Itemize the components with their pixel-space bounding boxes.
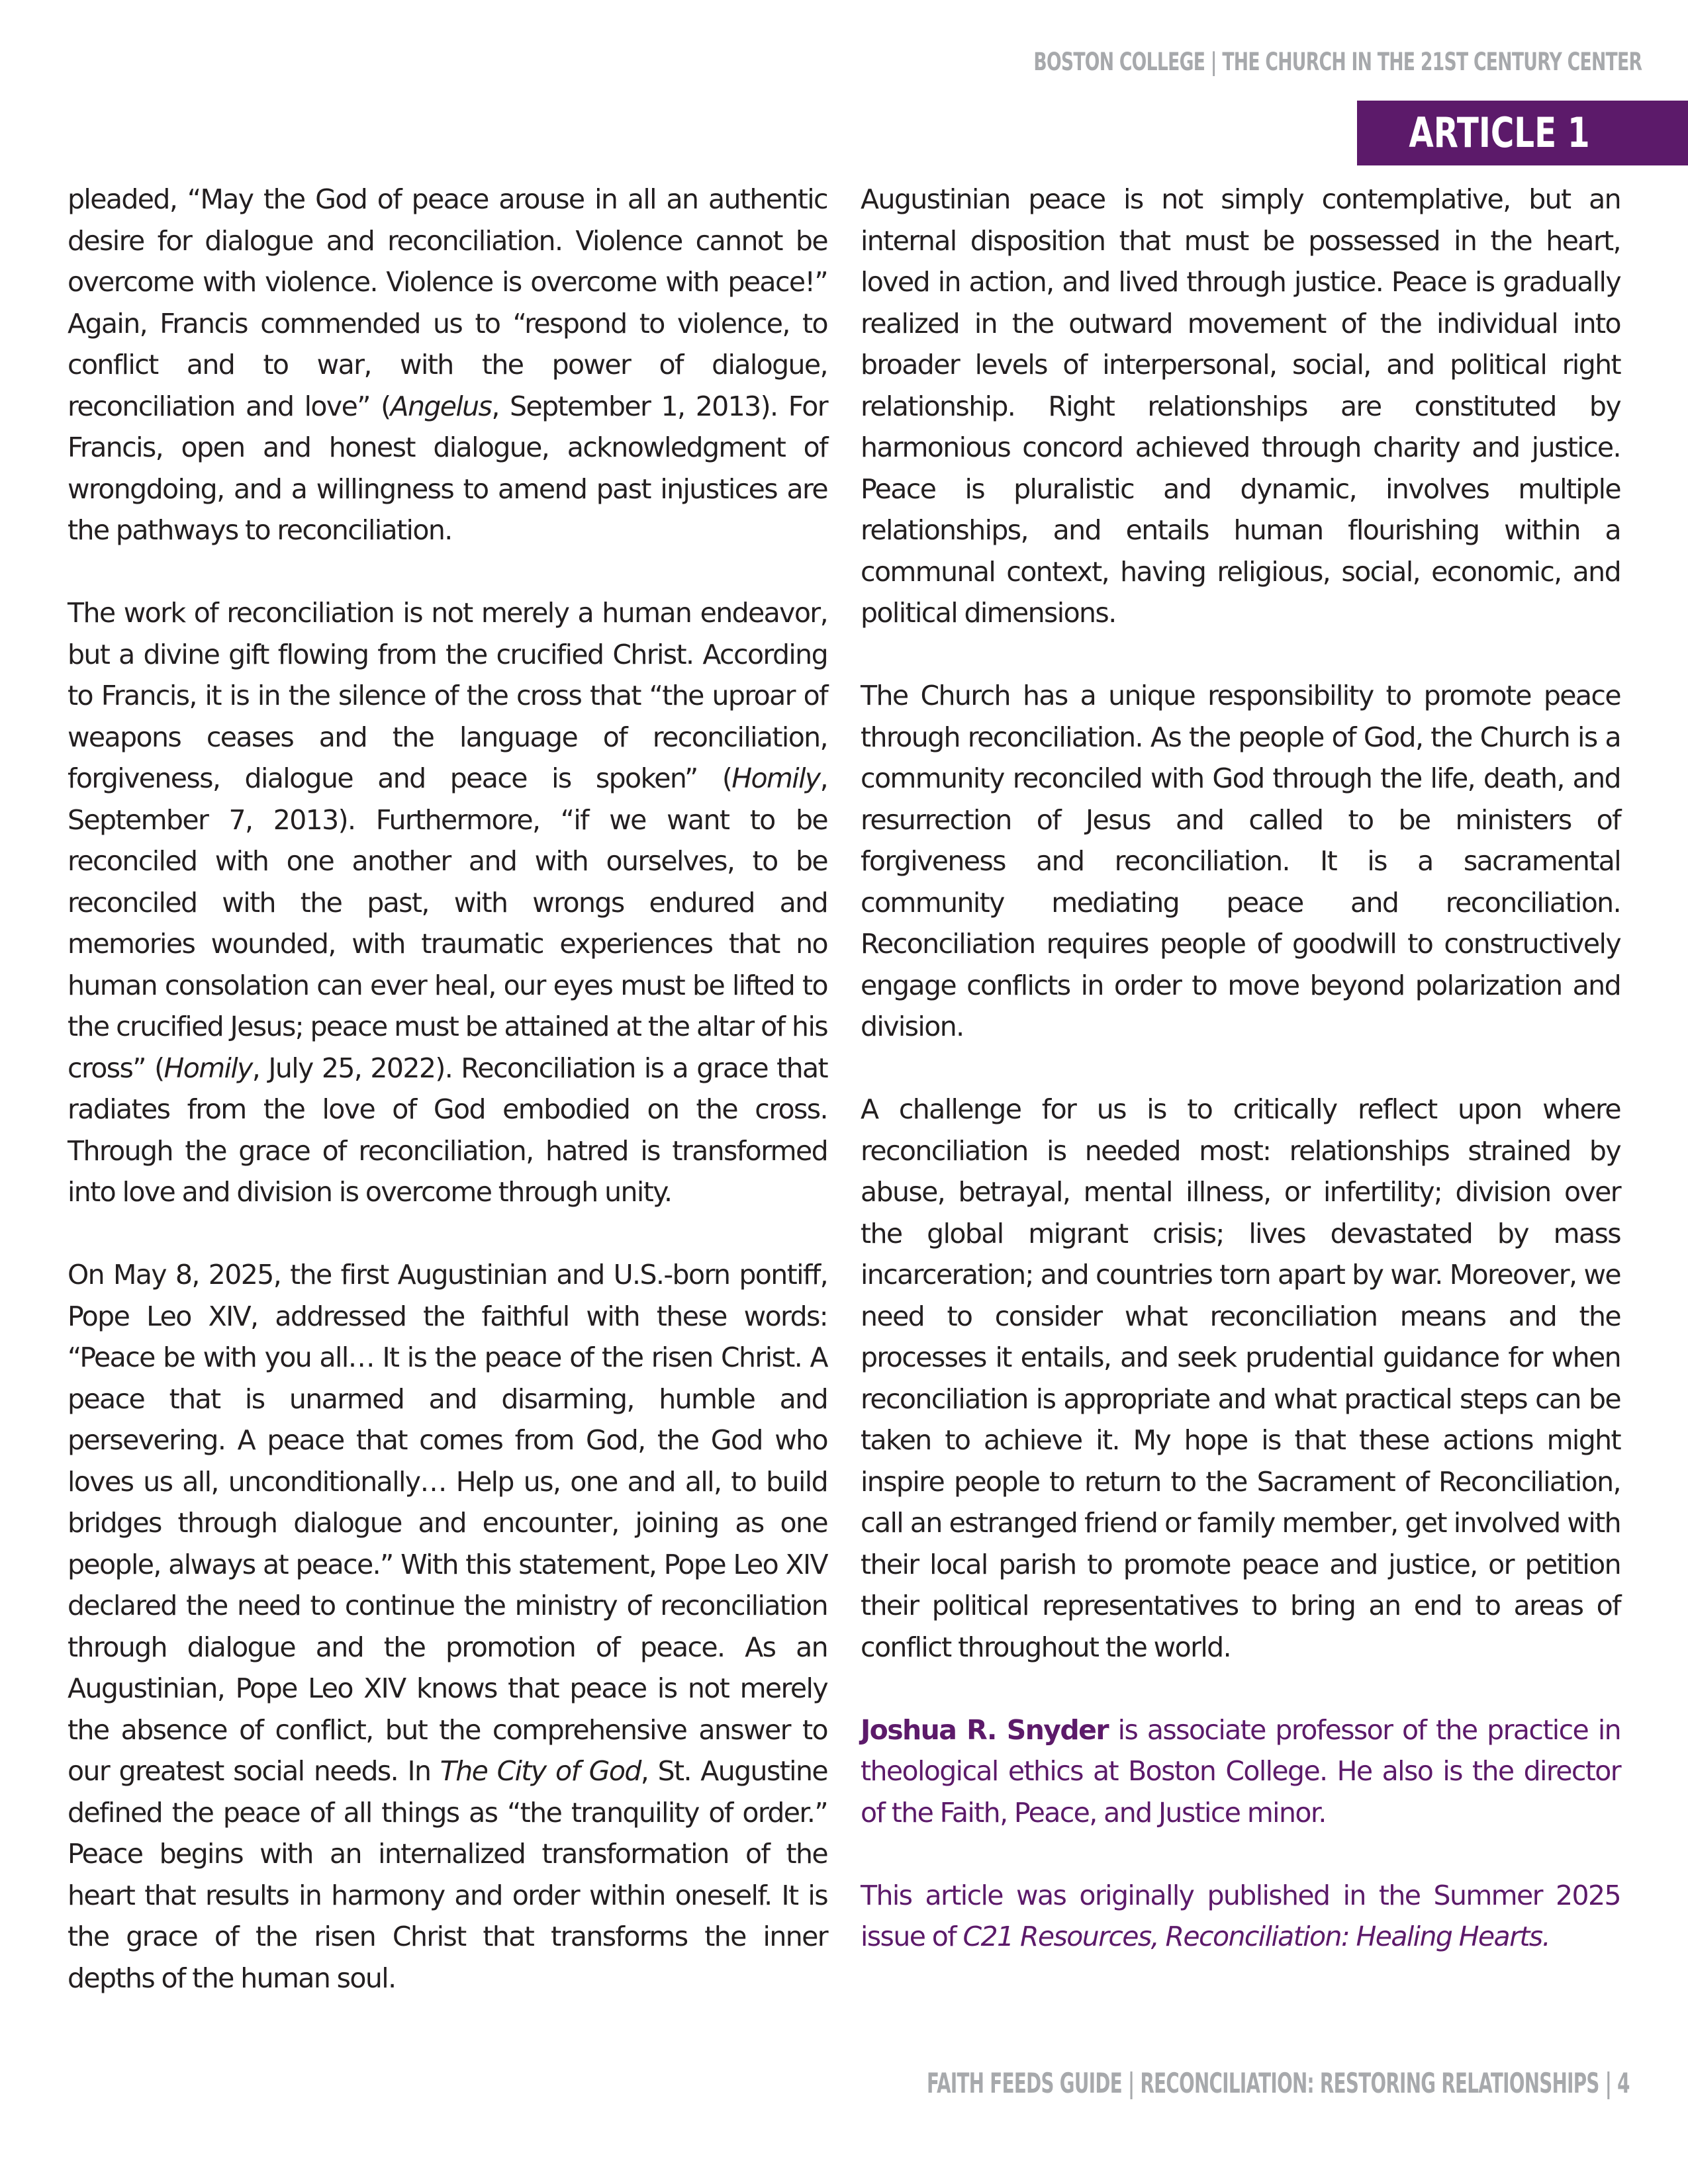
publication-note: This article was originally published in the Summer 2025 issue of C21 Resources, Reconciliation: Healing Hearts. xyxy=(861,1879,1620,1952)
right-column xyxy=(861,179,1620,1958)
left-column xyxy=(68,179,827,1999)
header-org-title: BOSTON COLLEGE | THE CHURCH IN THE 21ST CENTURY CENTER xyxy=(1033,48,1642,76)
right-paragraph-1: Augustinian peace is not simply contemplative, but an internal disposition that must be possessed in the heart, loved in action, and lived through justice. Peace is gradually realized in the outward movement of the individual into broader levels of interpersonal, social, and political right relationship. Right relationships are constituted by harmonious concord achieved through charity and justice. Peace is pluralistic and dynamic, involves multiple relationships, and entails human flourishing within a communal context, having religious, social, economic, and political dimensions. xyxy=(861,183,1620,629)
right-paragraph-3: A challenge for us is to critically reflect upon where reconciliation is needed most: relationships strained by abuse, betrayal, mental illness, or infertility; division over the global migrant crisis; lives devastated by mass incarceration; and countries torn apart by war. Moreover, we need to consider what reconciliation means and the processes it entails, and seek prudential guidance for when reconciliation is appropriate and what practical steps can be taken to achieve it. My hope is that these actions might inspire people to return to the Sacrament of Reconciliation, call an estranged friend or family member, get involved with their local parish to promote peace and justice, or petition their political representatives to bring an end to areas of conflict throughout the world. xyxy=(861,1093,1620,1663)
right-paragraph-2: The Church has a unique responsibility to promote peace through reconciliation. As the people of God, the Church is a community reconciled with God through the life, death, and resurrection of Jesus and called to be ministers of forgiveness and reconciliation. It is a sacramental community mediating peace and reconciliation. Reconciliation requires people of goodwill to constructively engage conflicts in order to move beyond polarization and division. xyxy=(861,680,1620,1042)
left-paragraph-2: The work of reconciliation is not merely a human endeavor, but a divine gift flowing from the crucified Christ. According to Francis, it is in the silence of the cross that “the uproar of weapons ceases and the language of reconciliation, forgiveness, dialogue and peace is spoken” (Homily, September 7, 2013). Furthermore, “if we want to be reconciled with one another and with ourselves, to be reconciled with the past, with wrongs endured and memories wounded, with traumatic experiences that no human consolation can ever heal, our eyes must be lifted to the crucified Jesus; peace must be attained at the altar of his cross” (Homily, July 25, 2022). Reconciliation is a grace that radiates from the love of God embodied on the cross. Through the grace of reconciliation, hatred is transformed into love and division is overcome through unity. xyxy=(68,597,827,1208)
author-bio: Joshua R. Snyder is associate professor of the practice in theological ethics at Boston College. He also is the director of the Faith, Peace, and Justice minor. xyxy=(861,1713,1620,1829)
article-label: ARTICLE 1 xyxy=(1409,109,1590,157)
left-paragraph-3: On May 8, 2025, the first Augustinian and U.S.-born pontiff, Pope Leo XIV, addressed the faithful with these words: “Peace be with you all… It is the peace of the risen Christ. A peace that is unarmed and disarming, humble and persevering. A peace that comes from God, the God who loves us all, unconditionally… Help us, one and all, to build bridges through dialogue and encounter, joining as one people, always at peace.” With this statement, Pope Leo XIV declared the need to continue the ministry of reconciliation through dialogue and the promotion of peace. As an Augustinian, Pope Leo XIV knows that peace is not merely the absence of conflict, but the comprehensive answer to our greatest social needs. In The City of God, St. Augustine defined the peace of all things as “the tranquility of order.” Peace begins with an internalized transformation of the heart that results in harmony and order within oneself. It is the grace of the risen Christ that transforms the inner depths of the human soul. xyxy=(68,1259,827,1994)
article-label-banner xyxy=(1357,101,1688,165)
footer-page-label: FAITH FEEDS GUIDE | RECONCILIATION: RESTORING RELATIONSHIPS | 4 xyxy=(927,2067,1630,2099)
author-name: Joshua R. Snyder xyxy=(861,1713,1108,1746)
left-paragraph-1: pleaded, “May the God of peace arouse in all an authentic desire for dialogue and reconciliation. Violence cannot be overcome with violence. Violence is overcome with peace!” Again, Francis commended us to “respond to violence, to conflict and to war, with the power of dialogue, reconciliation and love” (Angelus, September 1, 2013). For Francis, open and honest dialogue, acknowledgment of wrongdoing, and a willingness to amend past injustices are the pathways to reconciliation. xyxy=(68,183,827,546)
